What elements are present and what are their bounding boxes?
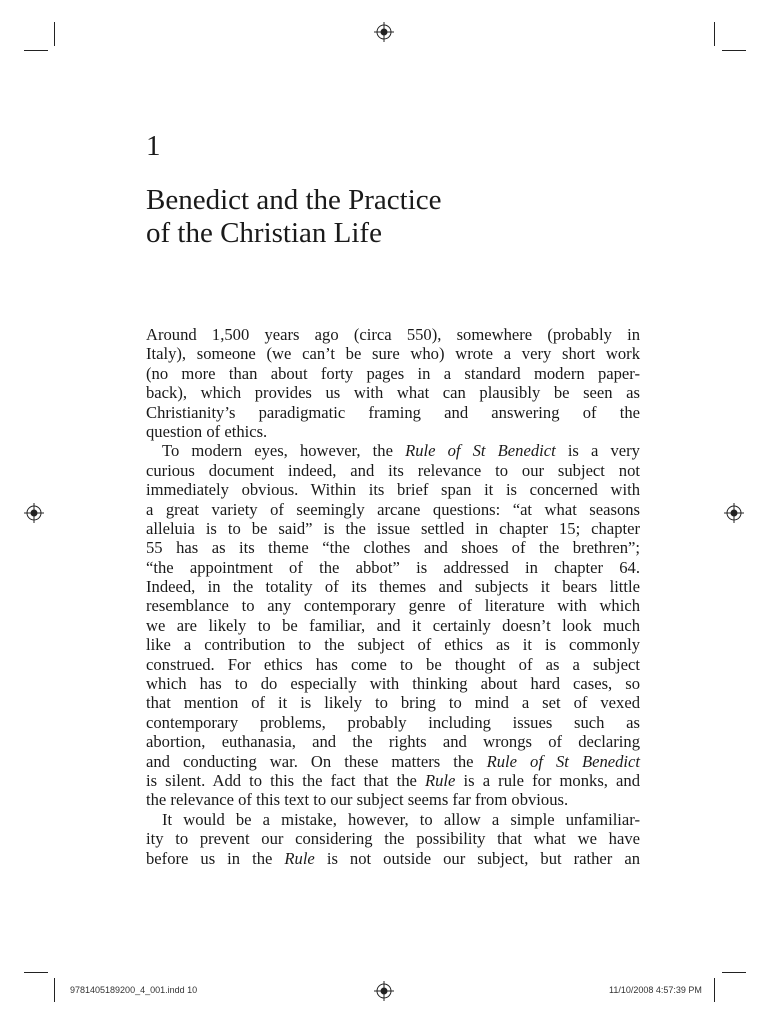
chapter-title xyxy=(146,184,646,250)
body-text-segment: alleluia is to be said” is the issue settled in chapter 15; chapter xyxy=(146,518,640,538)
body-text-segment: before us in the xyxy=(146,848,285,868)
body-text-segment: Around 1,500 years ago (circa 550), somewhere (probably in xyxy=(146,325,640,344)
crop-mark xyxy=(54,22,55,46)
body-text-segment: “the appointment of the abbot” is addressed in chapter 64. xyxy=(146,557,640,577)
italic-title: Rule xyxy=(284,848,315,868)
body-line xyxy=(146,674,640,693)
body-line xyxy=(146,810,640,829)
body-text-segment: 55 has as its theme “the clothes and shoes of the brethren”; xyxy=(146,538,640,558)
registration-mark-icon xyxy=(374,22,394,42)
body-line xyxy=(146,344,640,363)
body-line xyxy=(146,655,640,674)
italic-title: Rule xyxy=(424,770,456,790)
body-line xyxy=(146,829,640,848)
body-text-segment: is a very xyxy=(555,441,640,461)
body-text-segment: (no more than about forty pages in a standard modern paper- xyxy=(146,363,640,383)
registration-mark-icon xyxy=(374,981,394,1001)
body-text-segment: a great variety of seemingly arcane questions: “at what seasons xyxy=(146,499,640,519)
body-line xyxy=(146,461,640,480)
body-text-segment: ity to prevent our considering the possibility that what we have xyxy=(146,829,640,849)
body-line xyxy=(146,771,640,790)
body-text-segment: construed. For ethics has come to be thought of as a subject xyxy=(146,654,640,674)
body-line xyxy=(146,558,640,577)
registration-mark-icon xyxy=(724,503,744,523)
body-line xyxy=(146,635,640,654)
crop-mark xyxy=(714,978,715,1002)
crop-mark xyxy=(24,972,48,973)
body-line xyxy=(146,364,640,383)
body-text-segment: abortion, euthanasia, and the rights and wrongs of declaring xyxy=(146,732,640,752)
slug-datetime: 11/10/2008 4:57:39 PM xyxy=(609,985,702,995)
body-line xyxy=(146,732,640,751)
body-text-segment: It would be a mistake, however, to allow a simple unfamiliar- xyxy=(162,809,640,829)
body-text-segment: back), which provides us with what can plausibly be seen as xyxy=(146,383,640,403)
body-text-segment: contemporary problems, probably including issues such as xyxy=(146,712,640,732)
crop-mark xyxy=(722,972,746,973)
slug-filename: 9781405189200_4_001.indd 10 xyxy=(70,985,198,995)
body-line xyxy=(146,480,640,499)
body-text-segment: immediately obvious. Within its brief span it is concerned with xyxy=(146,480,640,500)
body-line xyxy=(146,849,640,868)
body-line xyxy=(146,538,640,557)
body-line xyxy=(146,325,640,344)
body-text-segment: is not outside our subject, but rather an xyxy=(314,848,640,868)
body-line xyxy=(146,752,640,771)
body-text-segment: curious document indeed, and its relevance to our subject not xyxy=(146,460,640,480)
body-text xyxy=(146,325,640,868)
body-text-segment: and conducting war. On these matters the xyxy=(146,751,487,771)
italic-title: Rule of St Benedict xyxy=(486,751,640,771)
body-line xyxy=(146,500,640,519)
body-text-segment: To modern eyes, however, the xyxy=(162,441,406,461)
body-line xyxy=(146,693,640,712)
body-text-segment: Italy), someone (we can’t be sure who) wrote a very short work xyxy=(146,344,640,364)
chapter-number: 1 xyxy=(146,130,161,162)
crop-mark xyxy=(722,50,746,51)
body-text-segment: which has to do especially with thinking about hard cases, so xyxy=(146,674,640,694)
body-text-segment: Indeed, in the totality of its themes and subjects it bears little xyxy=(146,577,640,597)
body-text-segment: we are likely to be familiar, and it certainly doesn’t look much xyxy=(146,615,640,635)
body-line xyxy=(146,403,640,422)
body-text-segment: that mention of it is likely to bring to mind a set of vexed xyxy=(146,693,640,713)
body-line xyxy=(146,519,640,538)
crop-mark xyxy=(714,22,715,46)
body-text-segment: question of ethics. xyxy=(146,421,268,441)
body-line xyxy=(146,790,640,809)
body-line xyxy=(146,383,640,402)
body-text-segment: the relevance of this text to our subject seems far from obvious. xyxy=(146,790,569,810)
body-line xyxy=(146,713,640,732)
chapter-title-line: Benedict and the Practice xyxy=(146,184,442,216)
body-line xyxy=(146,577,640,596)
body-text-segment: is a rule for monks, and xyxy=(455,770,640,790)
chapter-title-line: of the Christian Life xyxy=(146,217,382,249)
registration-mark-icon xyxy=(24,503,44,523)
body-line xyxy=(146,422,640,441)
italic-title: Rule of St Benedict xyxy=(405,441,556,461)
body-text-segment: like a contribution to the subject of ethics as it is commonly xyxy=(146,635,640,655)
body-line xyxy=(146,596,640,615)
body-line xyxy=(146,616,640,635)
body-text-segment: Christianity’s paradigmatic framing and answering of the xyxy=(146,402,640,422)
body-text-segment: is silent. Add to this the fact that the xyxy=(146,770,425,790)
body-line xyxy=(146,441,640,460)
body-text-segment: resemblance to any contemporary genre of literature with which xyxy=(146,596,640,616)
crop-mark xyxy=(24,50,48,51)
crop-mark xyxy=(54,978,55,1002)
